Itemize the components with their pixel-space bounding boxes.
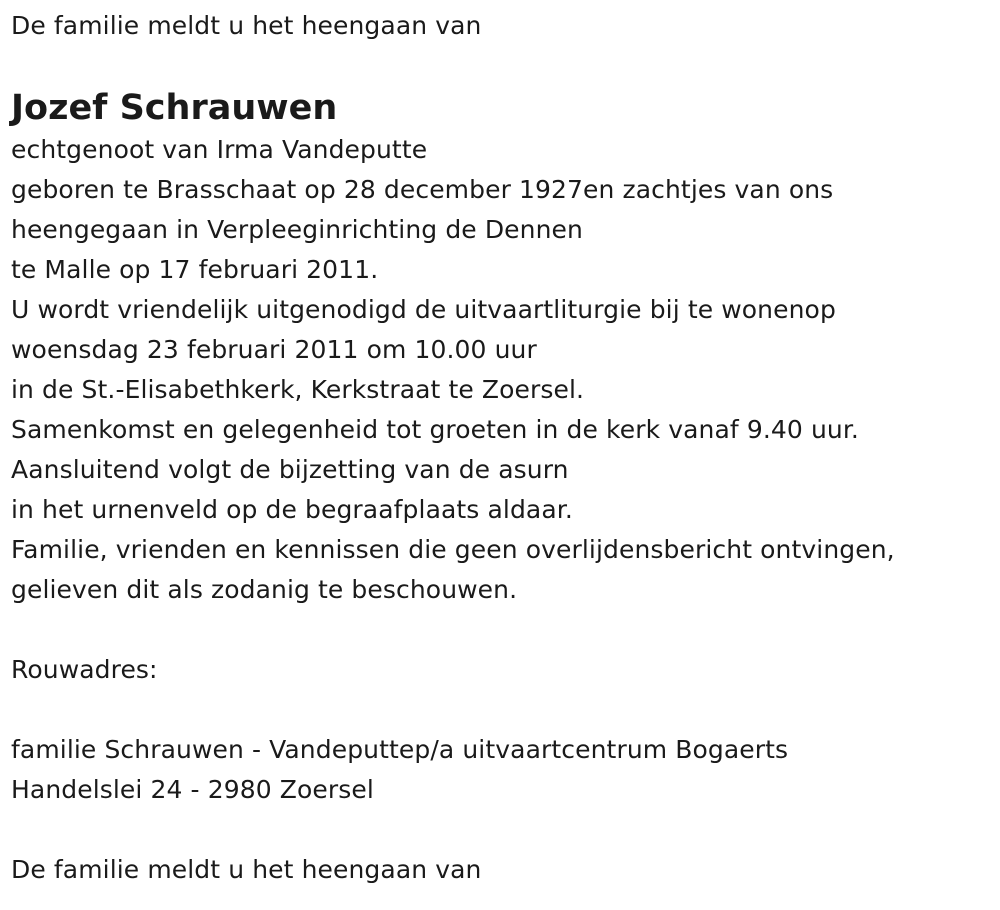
body-line: U wordt vriendelijk uitgenodigd de uitvaartliturgie bij te wonenop: [11, 295, 836, 324]
deceased-name: Jozef Schrauwen: [11, 88, 338, 128]
body-line: in het urnenveld op de begraafplaats aldaar.: [11, 495, 573, 524]
body-line: in de St.-Elisabethkerk, Kerkstraat te Zoersel.: [11, 375, 585, 404]
body-line: geboren te Brasschaat op 28 december 1927en zachtjes van ons: [11, 175, 834, 204]
body-line: Aansluitend volgt de bijzetting van de asurn: [11, 455, 569, 484]
spacer: [11, 690, 991, 730]
body-line: gelieven dit als zodanig te beschouwen.: [11, 575, 518, 604]
intro-text: De familie meldt u het heengaan van: [11, 11, 482, 40]
notice-body: [11, 130, 991, 610]
address-block: [11, 730, 991, 810]
death-notice: [11, 0, 991, 890]
outro-text: De familie meldt u het heengaan van: [11, 855, 482, 884]
address-line: Handelslei 24 - 2980 Zoersel: [11, 775, 374, 804]
spacer: [11, 610, 991, 650]
body-line: te Malle op 17 februari 2011.: [11, 255, 379, 284]
address-label: Rouwadres:: [11, 655, 158, 684]
address-line: familie Schrauwen - Vandeputtep/a uitvaartcentrum Bogaerts: [11, 735, 789, 764]
body-line: woensdag 23 februari 2011 om 10.00 uur: [11, 335, 537, 364]
body-line: heengegaan in Verpleeginrichting de Dennen: [11, 215, 583, 244]
body-line: Familie, vrienden en kennissen die geen overlijdensbericht ontvingen,: [11, 535, 895, 564]
body-line: echtgenoot van Irma Vandeputte: [11, 135, 428, 164]
spacer: [11, 810, 991, 850]
body-line: Samenkomst en gelegenheid tot groeten in de kerk vanaf 9.40 uur.: [11, 415, 859, 444]
